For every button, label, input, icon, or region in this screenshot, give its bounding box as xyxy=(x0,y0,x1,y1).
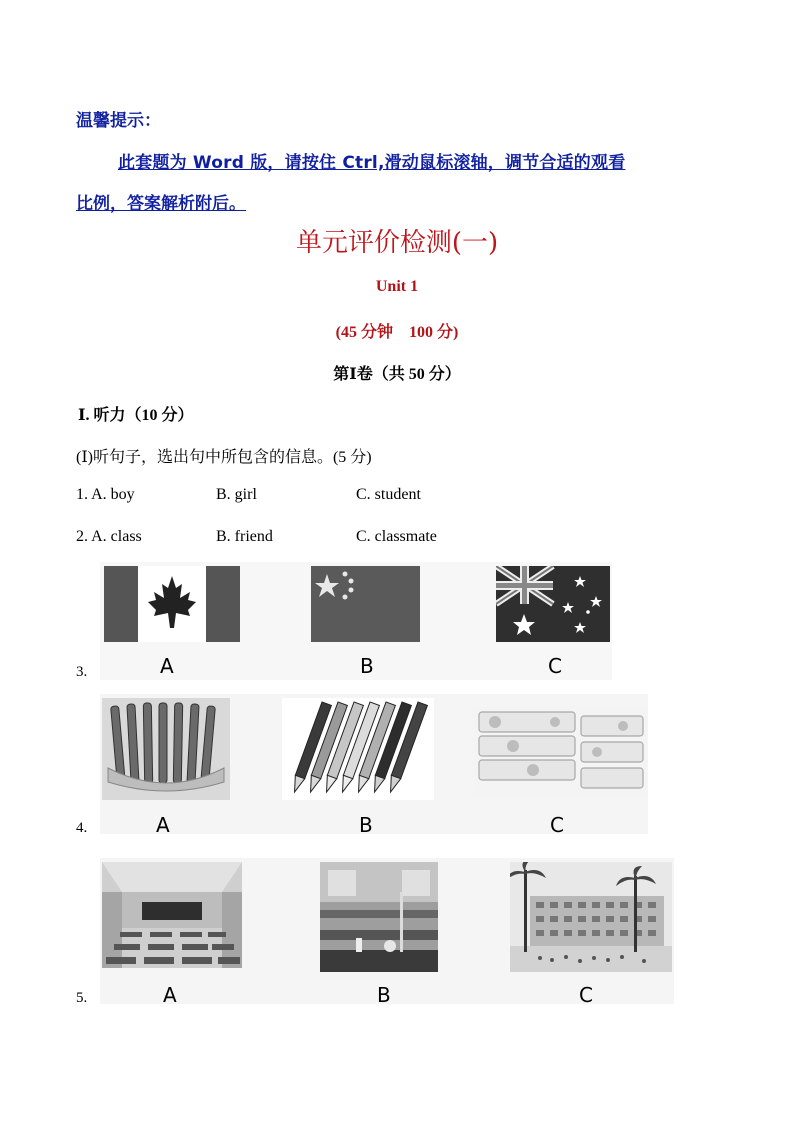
australia-flag-image xyxy=(496,566,610,642)
science-lab-image xyxy=(320,862,438,972)
unit-title: Unit 1 xyxy=(375,278,419,295)
question-number: 3. xyxy=(76,664,88,680)
question-number: 4. xyxy=(76,820,88,836)
classroom-image xyxy=(102,862,242,968)
option-label: B xyxy=(360,654,374,678)
question-number: 1. xyxy=(76,486,88,503)
question-number: 5. xyxy=(76,990,88,1006)
option-label: A xyxy=(163,983,177,1007)
option-label: A xyxy=(160,654,174,678)
option-c: C. classmate xyxy=(356,528,437,545)
option-b: B. girl xyxy=(216,486,257,503)
tip-line-2: 比例，答案解析附后。 xyxy=(76,194,246,214)
pencil-cases-image xyxy=(473,706,647,796)
option-label: B xyxy=(377,983,391,1007)
tip-line-1: 此套题为 Word 版，请按住 Ctrl,滑动鼠标滚轴，调节合适的观看 xyxy=(118,153,626,173)
school-building-image xyxy=(510,862,672,972)
volume-heading: 第Ⅰ卷（共 50 分） xyxy=(333,366,461,383)
option-label: B xyxy=(359,813,373,837)
section-heading: Ⅰ. 听力（10 分） xyxy=(78,407,194,424)
time-score: (45 分钟 100 分) xyxy=(335,324,459,341)
subsection-instruction: (Ⅰ)听句子，选出句中所包含的信息。(5 分) xyxy=(76,449,372,466)
option-c: C. student xyxy=(356,486,421,503)
option-label: C xyxy=(550,813,564,837)
option-label: C xyxy=(579,983,593,1007)
question-2 xyxy=(76,528,142,546)
option-b: B. friend xyxy=(216,528,273,545)
pencils-image xyxy=(282,698,434,800)
question-number: 2. xyxy=(76,528,88,545)
page-title: 单元评价检测(一) xyxy=(295,228,499,258)
question-1 xyxy=(76,486,135,504)
china-flag-image xyxy=(311,566,420,642)
canada-flag-image xyxy=(104,566,240,642)
option-label: C xyxy=(548,654,562,678)
option-a: A. boy xyxy=(91,486,135,503)
tip-label: 温馨提示： xyxy=(76,111,161,131)
option-label: A xyxy=(156,813,170,837)
option-a: A. class xyxy=(91,528,142,545)
pens-image xyxy=(102,698,230,800)
